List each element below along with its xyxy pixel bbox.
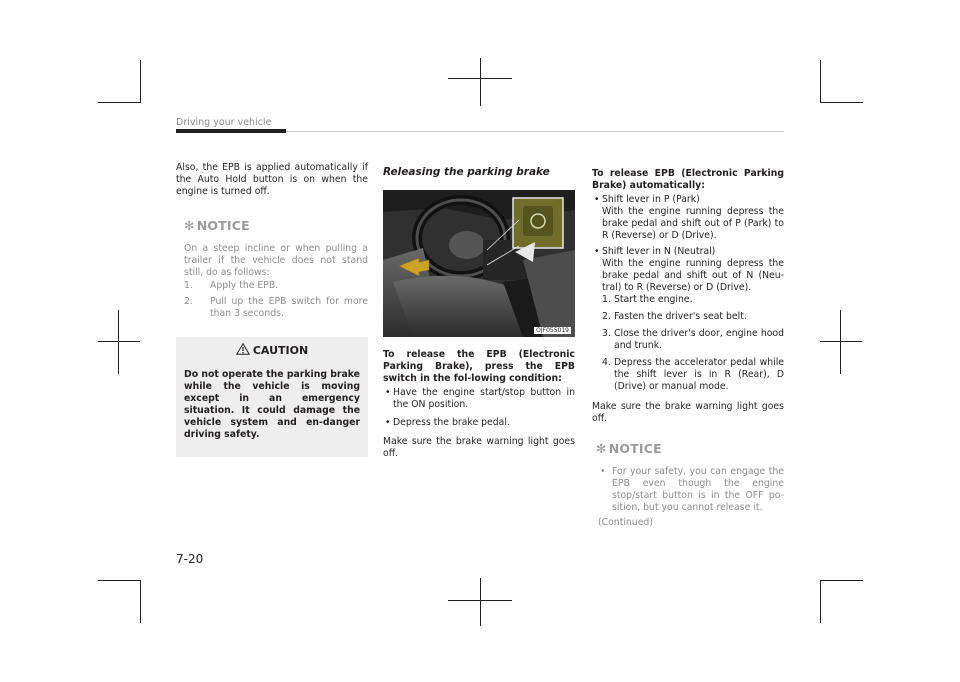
col2-footer: Make sure the brake warning light goes off.	[383, 436, 575, 459]
section-title: Releasing the parking brake	[383, 166, 550, 178]
auto-release-heading: To release EPB (Electronic Parking Brake) automatically:	[592, 168, 784, 191]
col3-footer: Make sure the brake warning light goes off.	[592, 401, 784, 424]
intro-paragraph: Also, the EPB is applied automatically if the Auto Hold button is on when the engine is turned off.	[176, 162, 368, 197]
column-2	[383, 349, 575, 460]
bullet-item: • Depress the brake pedal.	[385, 417, 510, 428]
neutral-step: 2. Fasten the driver's seat belt.	[602, 311, 747, 322]
neutral-step: 4. Depress the accelerator pedal while the shift lever is in R (Rear), D (Drive) or manual mode.	[602, 357, 784, 392]
notice-item: 1. Apply the EPB.	[184, 280, 279, 291]
header-bar	[176, 129, 286, 133]
car-interior-illustration	[383, 190, 575, 337]
release-instruction: To release the EPB (Electronic Parking Brake), press the EPB switch in the fol-lowing condition:	[383, 349, 575, 384]
park-text: With the engine running depress the brake pedal and shift out of P (Park) to R (Reverse) or D (Drive).	[602, 206, 784, 241]
neutral-text: With the engine running depress the brake pedal and shift out of N (Neu-tral) to R (Reverse) or D (Drive).	[602, 258, 784, 293]
notice-text: On a steep incline or when pulling a trailer if the vehicle does not stand still, do as follows:	[184, 243, 368, 278]
figure-code: OJF055019	[536, 327, 569, 334]
notice-heading	[184, 218, 368, 233]
caution-title: CAUTION	[252, 344, 309, 357]
park-label: Shift lever in P (Park)	[602, 194, 700, 205]
column-3	[592, 168, 784, 529]
column-1	[176, 162, 368, 320]
notice-item: 2. Pull up the EPB switch for more than 3 seconds.	[184, 296, 368, 319]
bullet-item: • Have the engine start/stop button in the ON position.	[385, 387, 575, 410]
epb-figure	[383, 190, 575, 337]
continued-label: (Continued)	[598, 517, 653, 528]
notice-bullet: • For your safety, you can engage the EPB even though the engine stop/start button is in the OFF po-sition, but you cannot release it.	[600, 466, 784, 513]
caution-heading	[184, 343, 360, 357]
section-header: Driving your vehicle	[176, 117, 272, 128]
notice-title: NOTICE	[196, 218, 250, 233]
caution-text: Do not operate the parking brake while the vehicle is moving except in an emergency situation. It could damage the vehicle system and en-danger driving safety.	[184, 369, 360, 440]
neutral-step: 1. Start the engine.	[602, 294, 693, 305]
park-condition: • Shift lever in P (Park)	[594, 194, 700, 205]
caution-box	[176, 337, 368, 457]
notice-star-icon: ✻	[596, 441, 607, 456]
neutral-condition: • Shift lever in N (Neutral)	[594, 246, 716, 257]
notice-title-2: NOTICE	[608, 441, 662, 456]
neutral-label: Shift lever in N (Neutral)	[602, 246, 716, 257]
header-rule	[286, 131, 784, 132]
neutral-step: 3. Close the driver's door, engine hood and trunk.	[602, 328, 784, 351]
notice-star-icon: ✻	[184, 218, 195, 233]
page-number: 7-20	[176, 552, 204, 566]
warning-triangle-icon	[236, 343, 250, 355]
notice-heading-2	[596, 441, 784, 456]
